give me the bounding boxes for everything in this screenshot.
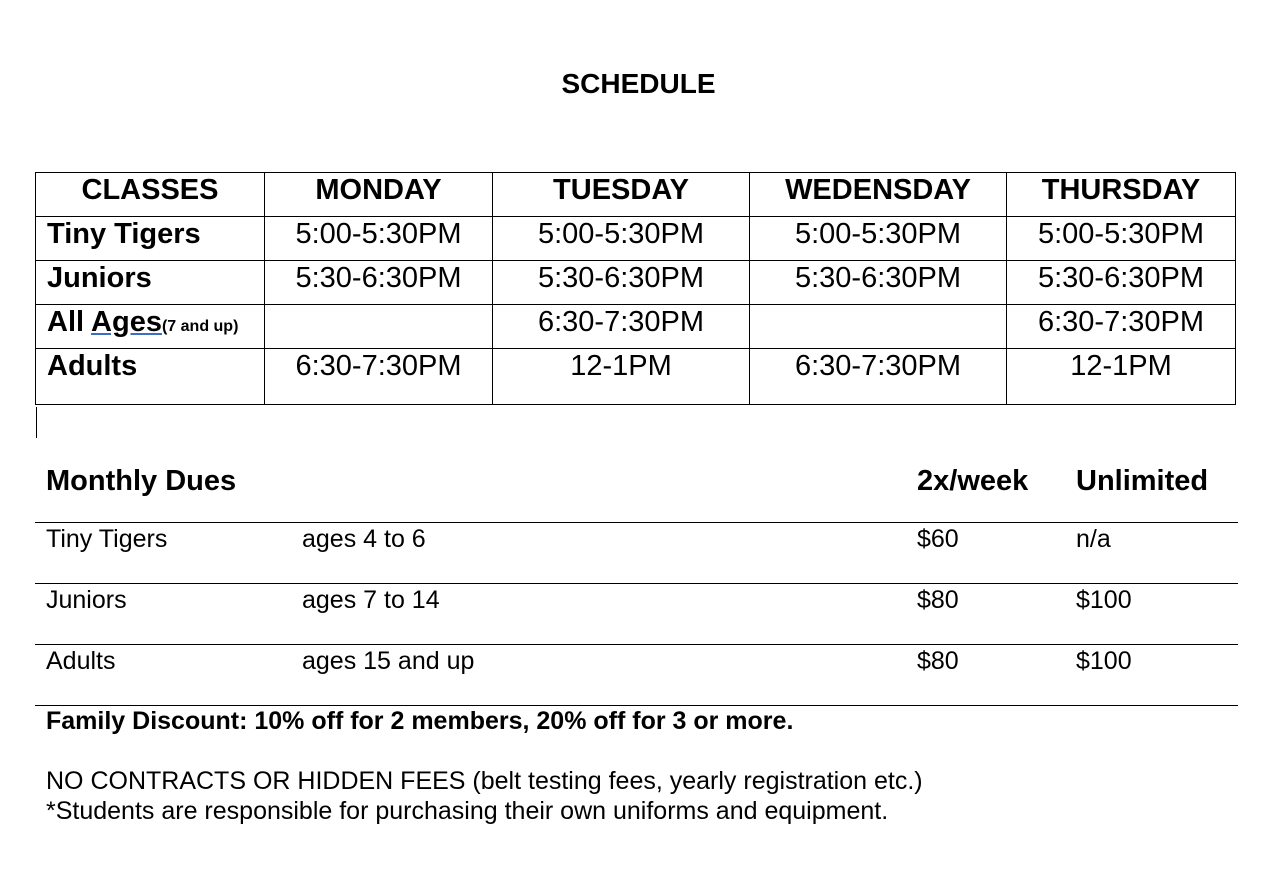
- table-row: [36, 261, 1236, 305]
- time-cell: 6:30-7:30PM: [1007, 305, 1236, 349]
- time-cell: 5:30-6:30PM: [1007, 261, 1236, 305]
- dues-price-unlimited: $100: [1076, 647, 1132, 675]
- dues-class-name: Juniors: [46, 586, 127, 614]
- class-word: Ages: [91, 306, 162, 338]
- family-discount-note: Family Discount: 10% off for 2 members, 20% off for 3 or more.: [46, 707, 794, 735]
- class-age-note: (7 and up): [161, 318, 239, 335]
- time-cell: 5:00-5:30PM: [750, 217, 1007, 261]
- divider: [35, 644, 1238, 645]
- class-prefix: All: [47, 306, 92, 338]
- time-cell: [265, 305, 493, 349]
- class-name: Adults: [36, 349, 265, 405]
- table-row: [36, 217, 1236, 261]
- dues-header-2x: 2x/week: [917, 465, 1029, 497]
- table-row: [36, 305, 1236, 349]
- time-cell: 5:00-5:30PM: [1007, 217, 1236, 261]
- time-cell: 5:00-5:30PM: [493, 217, 750, 261]
- dues-header-unlimited: Unlimited: [1076, 465, 1209, 497]
- page-title: SCHEDULE: [561, 68, 716, 99]
- time-cell: 6:30-7:30PM: [493, 305, 750, 349]
- header-wednesday: WEDENSDAY: [750, 173, 1007, 217]
- time-cell: 5:30-6:30PM: [750, 261, 1007, 305]
- dues-price-2x: $60: [917, 525, 959, 553]
- time-cell: 12-1PM: [493, 349, 750, 405]
- time-cell: 6:30-7:30PM: [750, 349, 1007, 405]
- schedule-header-row: [36, 173, 1236, 217]
- dues-price-unlimited: n/a: [1076, 525, 1111, 553]
- dues-title: Monthly Dues: [46, 465, 237, 497]
- schedule-table: [35, 172, 1236, 405]
- dues-class-name: Tiny Tigers: [46, 525, 168, 553]
- header-tuesday: TUESDAY: [493, 173, 750, 217]
- divider: [35, 522, 1238, 523]
- dues-price-unlimited: $100: [1076, 586, 1132, 614]
- dues-ages: ages 7 to 14: [302, 586, 440, 614]
- dues-price-2x: $80: [917, 647, 959, 675]
- divider: [35, 583, 1238, 584]
- dues-class-name: Adults: [46, 647, 116, 675]
- no-contracts-note: NO CONTRACTS OR HIDDEN FEES (belt testing fees, yearly registration etc.): [46, 767, 923, 795]
- dues-price-2x: $80: [917, 586, 959, 614]
- time-cell: 5:00-5:30PM: [265, 217, 493, 261]
- time-cell: 6:30-7:30PM: [265, 349, 493, 405]
- time-cell: 5:30-6:30PM: [493, 261, 750, 305]
- header-classes: CLASSES: [36, 173, 265, 217]
- table-row: [36, 349, 1236, 405]
- header-thursday: THURSDAY: [1007, 173, 1236, 217]
- class-name: [36, 305, 265, 349]
- dues-ages: ages 15 and up: [302, 647, 475, 675]
- dues-ages: ages 4 to 6: [302, 525, 426, 553]
- time-cell: 5:30-6:30PM: [265, 261, 493, 305]
- time-cell: 12-1PM: [1007, 349, 1236, 405]
- time-cell: [750, 305, 1007, 349]
- class-name: Tiny Tigers: [36, 217, 265, 261]
- class-name: Juniors: [36, 261, 265, 305]
- uniforms-note: *Students are responsible for purchasing their own uniforms and equipment.: [46, 797, 889, 825]
- text-cursor: [36, 407, 37, 438]
- header-monday: MONDAY: [265, 173, 493, 217]
